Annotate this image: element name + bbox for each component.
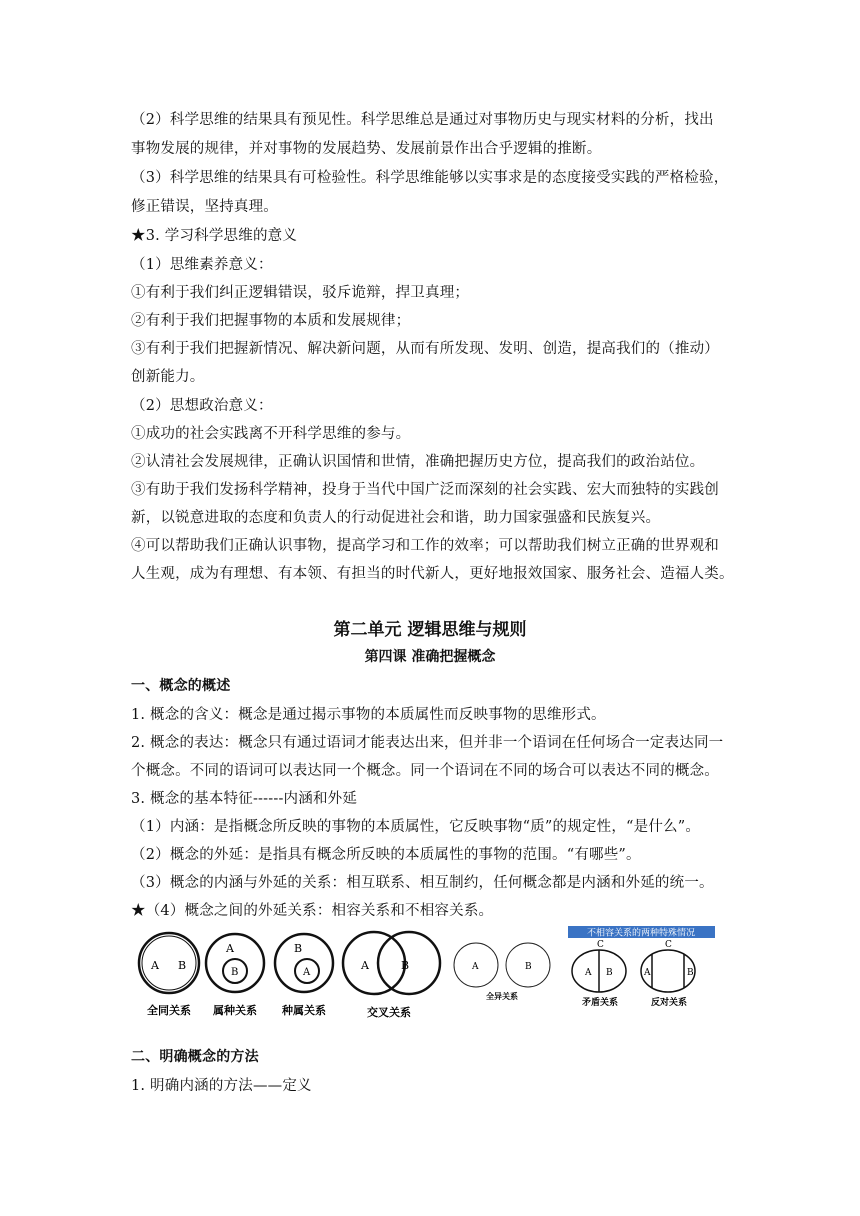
text-line: ③有利于我们把握新情况、解决新问题，从而有所发现、发明、创造，提高我们的（推动） [131, 341, 719, 357]
text-line: ④可以帮助我们正确认识事物，提高学习和工作的效率；可以帮助我们树立正确的世界观和 [131, 538, 719, 554]
text-line: （3）概念的内涵与外延的关系：相互联系、相互制约，任何概念都是内涵和外延的统一。 [131, 875, 714, 891]
text-line: ①成功的社会实践离不开科学思维的参与。 [131, 426, 411, 442]
letter-b: B [401, 959, 410, 972]
caption-disjoint: 全异关系 [486, 991, 518, 1001]
letter-a: A [644, 968, 651, 978]
text-line: 人生观，成为有理想、有本领、有担当的时代新人，更好地报效国家、服务社会、造福人类。 [131, 566, 734, 582]
caption-intersection: 交叉关系 [367, 1006, 411, 1019]
unit-title: 第二单元 逻辑思维与规则 [333, 620, 527, 640]
section-heading: 一、概念的概述 [131, 678, 231, 694]
text-line: （1）思维素养意义： [131, 257, 273, 273]
text-line: ①有利于我们纠正逻辑错误，驳斥诡辩，捍卫真理； [131, 285, 470, 301]
caption-identity: 全同关系 [147, 1004, 191, 1017]
text-line: ★（4）概念之间的外延关系：相容关系和不相容关系。 [131, 903, 494, 919]
lesson-title: 第四课 准确把握概念 [364, 649, 496, 665]
contradiction-figure [572, 940, 626, 1008]
letter-a: A [472, 962, 479, 972]
section-heading: 二、明确概念的方法 [131, 1049, 259, 1065]
species-genus-figure [275, 934, 333, 1017]
text-line: （2）概念的外延：是指具有概念所反映的本质属性的事物的范围。“有哪些”。 [131, 847, 641, 863]
text-line: ★3. 学习科学思维的意义 [131, 228, 298, 244]
text-line: ②认清社会发展规律，正确认识国情和世情，准确把握历史方位，提高我们的政治站位。 [131, 454, 705, 470]
text-line: 创新能力。 [131, 369, 205, 385]
text-line: 1. 概念的含义：概念是通过揭示事物的本质属性而反映事物的思维形式。 [131, 707, 606, 723]
text-line: 新，以锐意进取的态度和负责人的行动促进社会和谐，助力国家强盛和民族复兴。 [131, 510, 661, 526]
letter-a: A [585, 968, 592, 978]
letter-b: B [178, 959, 187, 972]
disjoint-figure [454, 943, 550, 1001]
text-line: （2）科学思维的结果具有预见性。科学思维总是通过对事物历史与现实材料的分析，找出 [131, 112, 714, 128]
concept-relations-diagram [131, 925, 731, 1025]
text-line: （2）思想政治意义： [131, 398, 273, 414]
identity-relation-figure [139, 933, 199, 1017]
text-line: （1）内涵：是指概念所反映的事物的本质属性，它反映事物“质”的规定性，“是什么”。 [131, 819, 701, 835]
letter-b: B [294, 942, 303, 955]
caption-contradiction: 矛盾关系 [581, 998, 619, 1008]
intersection-figure [343, 932, 440, 1019]
text-line: 3. 概念的基本特征------内涵和外延 [131, 791, 358, 807]
text-line: ③有助于我们发扬科学精神，投身于当代中国广泛而深刻的社会实践、宏大而独特的实践创 [131, 482, 719, 498]
letter-c: C [597, 940, 604, 950]
contrary-figure [641, 940, 695, 1008]
special-cases-banner [568, 926, 715, 939]
letter-c: C [665, 940, 672, 950]
letter-b: B [231, 967, 239, 978]
text-line: 事物发展的规律，并对事物的发展趋势、发展前景作出合乎逻辑的推断。 [131, 141, 602, 157]
genus-species-figure [206, 934, 264, 1017]
caption-species-genus: 种属关系 [282, 1004, 326, 1017]
letter-b: B [687, 968, 694, 978]
letter-b: B [525, 962, 532, 972]
text-line: （3）科学思维的结果具有可检验性。科学思维能够以实事求是的态度接受实践的严格检验， [131, 170, 729, 186]
letter-b: B [606, 968, 613, 978]
text-line: 2. 概念的表达：概念只有通过语词才能表达出来，但并非一个语词在任何场合一定表达同一 [131, 735, 724, 751]
text-line: 1. 明确内涵的方法——定义 [131, 1078, 312, 1094]
text-line: 修正错误，坚持真理。 [131, 199, 278, 215]
letter-a: A [151, 959, 159, 972]
letter-a: A [303, 967, 311, 978]
letter-a: A [361, 959, 369, 972]
caption-genus-species: 属种关系 [213, 1004, 257, 1017]
text-line: ②有利于我们把握事物的本质和发展规律； [131, 313, 411, 329]
letter-a: A [226, 942, 234, 955]
caption-contrary: 反对关系 [650, 998, 688, 1008]
text-line: 个概念。不同的语词可以表达同一个概念。同一个语词在不同的场合可以表达不同的概念。 [131, 763, 719, 779]
banner-text: 不相容关系的两种特殊情况 [586, 928, 696, 939]
